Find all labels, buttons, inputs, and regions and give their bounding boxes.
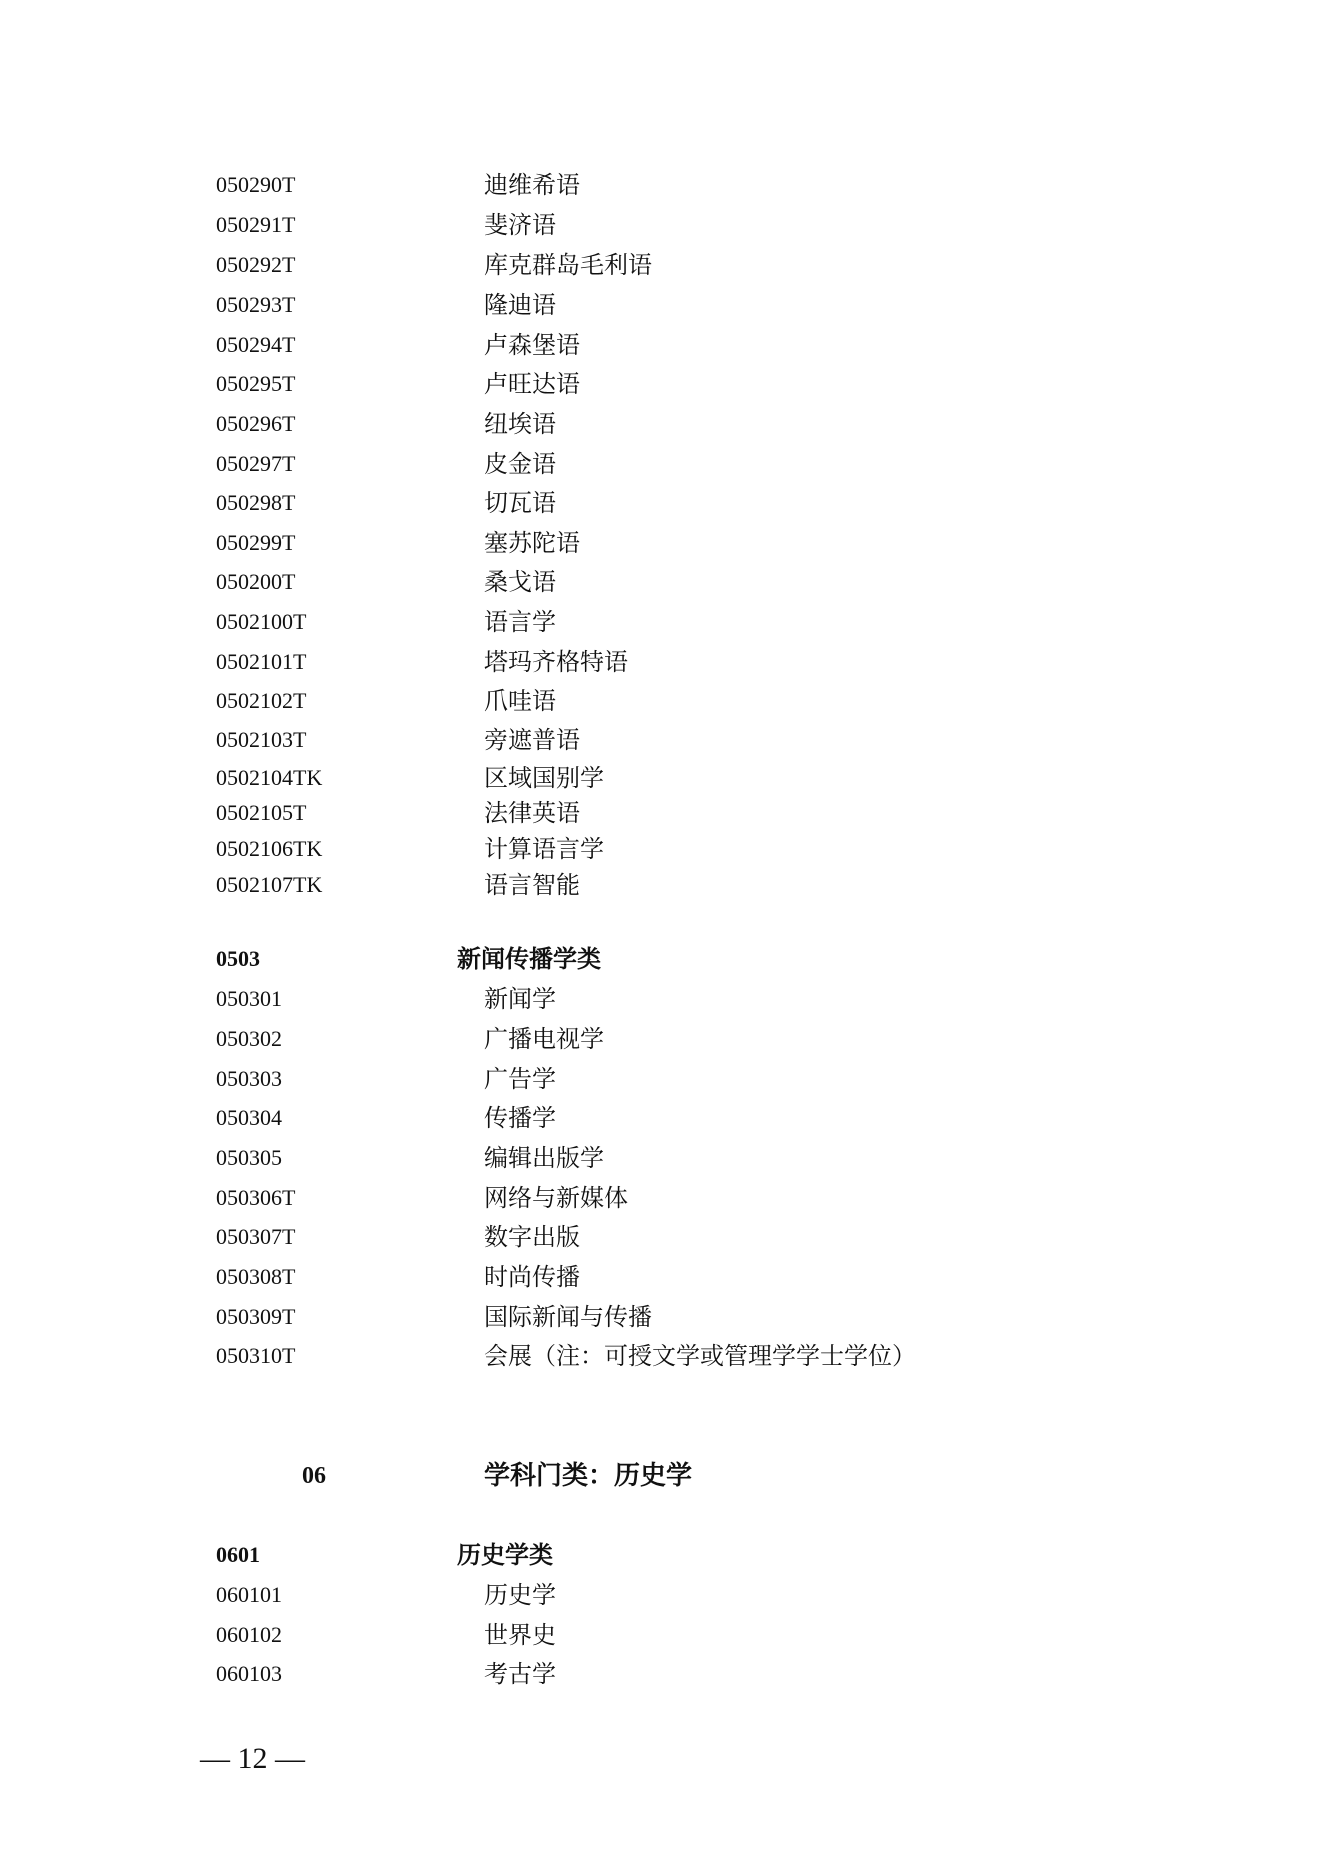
major-code: 050297T xyxy=(216,451,296,476)
major-code: 0502107TK xyxy=(216,872,323,897)
major-name: 广播电视学 xyxy=(484,1025,604,1053)
list-item xyxy=(0,208,1323,242)
category-heading xyxy=(0,1456,1323,1496)
major-code: 050301 xyxy=(216,986,282,1011)
major-code: 050296T xyxy=(216,411,296,436)
list-item xyxy=(0,1300,1323,1334)
major-name: 会展（注：可授文学或管理学学士学位） xyxy=(484,1342,916,1370)
major-name: 迪维希语 xyxy=(484,171,580,199)
list-item xyxy=(0,1022,1323,1056)
list-item xyxy=(0,526,1323,560)
major-code: 050303 xyxy=(216,1066,282,1091)
list-item xyxy=(0,1260,1323,1294)
major-name: 旁遮普语 xyxy=(484,726,580,754)
major-name: 新闻学 xyxy=(484,985,556,1013)
major-name: 切瓦语 xyxy=(484,489,556,517)
major-code: 050310T xyxy=(216,1343,296,1368)
major-code: 050309T xyxy=(216,1304,296,1329)
major-name: 广告学 xyxy=(484,1065,556,1093)
major-code: 050298T xyxy=(216,490,296,515)
major-code: 060102 xyxy=(216,1622,282,1647)
major-code: 0502105T xyxy=(216,800,307,825)
group-name: 历史学类 xyxy=(457,1540,553,1569)
list-item xyxy=(0,982,1323,1016)
major-code: 050292T xyxy=(216,252,296,277)
major-name: 爪哇语 xyxy=(484,687,556,715)
major-name: 传播学 xyxy=(484,1104,556,1132)
major-code: 050305 xyxy=(216,1145,282,1170)
major-name: 语言智能 xyxy=(484,871,580,899)
list-item xyxy=(0,248,1323,282)
list-item xyxy=(0,796,1323,830)
major-code: 050200T xyxy=(216,569,296,594)
major-name: 法律英语 xyxy=(484,799,580,827)
major-code: 060101 xyxy=(216,1582,282,1607)
list-item xyxy=(0,367,1323,401)
major-name: 桑戈语 xyxy=(484,568,556,596)
major-name: 语言学 xyxy=(484,608,556,636)
list-item xyxy=(0,168,1323,202)
major-code: 050295T xyxy=(216,371,296,396)
group-heading xyxy=(0,942,1323,976)
group-code: 0503 xyxy=(216,946,260,971)
major-name: 计算语言学 xyxy=(484,835,604,863)
major-code: 0502104TK xyxy=(216,765,323,790)
major-code: 050291T xyxy=(216,212,296,237)
list-item xyxy=(0,1339,1323,1373)
list-item xyxy=(0,1101,1323,1135)
major-name: 库克群岛毛利语 xyxy=(484,251,652,279)
major-name: 国际新闻与传播 xyxy=(484,1303,652,1331)
major-code: 050302 xyxy=(216,1026,282,1051)
major-code: 050307T xyxy=(216,1224,296,1249)
major-name: 网络与新媒体 xyxy=(484,1184,628,1212)
category-code: 06 xyxy=(302,1463,326,1489)
major-code: 050304 xyxy=(216,1105,282,1130)
list-item xyxy=(0,1220,1323,1254)
list-item xyxy=(0,868,1323,902)
list-item xyxy=(0,565,1323,599)
major-name: 数字出版 xyxy=(484,1223,580,1251)
major-name: 塔玛齐格特语 xyxy=(484,648,628,676)
list-item xyxy=(0,1141,1323,1175)
category-name: 学科门类：历史学 xyxy=(484,1461,693,1491)
major-name: 世界史 xyxy=(484,1621,556,1649)
list-item xyxy=(0,1181,1323,1215)
list-item xyxy=(0,1062,1323,1096)
major-code: 0502100T xyxy=(216,609,307,634)
major-code: 050293T xyxy=(216,292,296,317)
list-item xyxy=(0,1657,1323,1691)
major-code: 050306T xyxy=(216,1185,296,1210)
list-item xyxy=(0,605,1323,639)
major-name: 皮金语 xyxy=(484,450,556,478)
list-item xyxy=(0,1618,1323,1652)
major-name: 卢森堡语 xyxy=(484,331,580,359)
list-item xyxy=(0,328,1323,362)
major-name: 编辑出版学 xyxy=(484,1144,604,1172)
list-item xyxy=(0,407,1323,441)
major-name: 纽埃语 xyxy=(484,410,556,438)
major-code: 060103 xyxy=(216,1661,282,1686)
major-name: 塞苏陀语 xyxy=(484,529,580,557)
list-item xyxy=(0,684,1323,718)
major-name: 隆迪语 xyxy=(484,291,556,319)
major-code: 050290T xyxy=(216,172,296,197)
group-code: 0601 xyxy=(216,1542,260,1567)
page-number: — 12 — xyxy=(200,1742,305,1775)
list-item xyxy=(0,761,1323,795)
group-name: 新闻传播学类 xyxy=(457,944,601,973)
major-name: 时尚传播 xyxy=(484,1263,580,1291)
major-code: 0502101T xyxy=(216,649,307,674)
list-item xyxy=(0,288,1323,322)
major-code: 050299T xyxy=(216,530,296,555)
list-item xyxy=(0,447,1323,481)
group-heading xyxy=(0,1538,1323,1572)
list-item xyxy=(0,832,1323,866)
major-name: 历史学 xyxy=(484,1581,556,1609)
list-item xyxy=(0,486,1323,520)
major-code: 050294T xyxy=(216,332,296,357)
major-name: 斐济语 xyxy=(484,211,556,239)
major-code: 0502102T xyxy=(216,688,307,713)
major-code: 050308T xyxy=(216,1264,296,1289)
list-item xyxy=(0,645,1323,679)
major-code: 0502106TK xyxy=(216,836,323,861)
major-name: 卢旺达语 xyxy=(484,370,580,398)
major-name: 考古学 xyxy=(484,1660,556,1688)
list-item xyxy=(0,1578,1323,1612)
major-code: 0502103T xyxy=(216,727,307,752)
list-item xyxy=(0,723,1323,757)
major-name: 区域国别学 xyxy=(484,764,604,792)
